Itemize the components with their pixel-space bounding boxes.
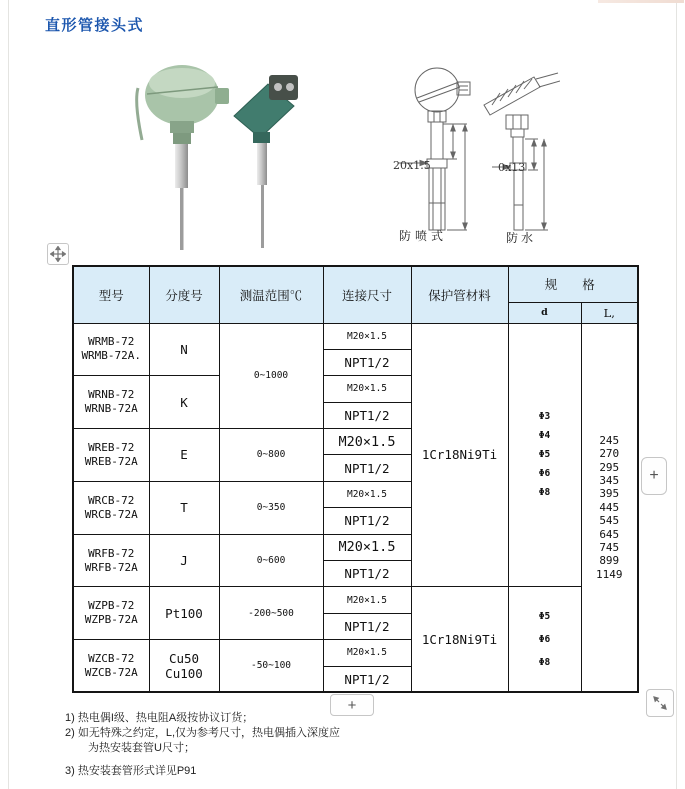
cell-material-thermocouple: 1Cr18Ni9Ti xyxy=(411,323,508,587)
product-photo-right xyxy=(222,68,307,250)
cell-conn-npt: NPT1/2 xyxy=(323,455,411,481)
model-line: WRNB-72A xyxy=(84,402,138,416)
cell-conn-npt: NPT1/2 xyxy=(323,508,411,534)
d-value: Φ8 xyxy=(538,656,551,668)
cell-material-rtd: 1Cr18Ni9Ti xyxy=(411,587,508,693)
footnote-1: 1) 热电偶I级、热电阻A级按协议订货； xyxy=(65,712,254,724)
footnote-3: 3) 热安装套管形式详见P91 xyxy=(65,765,197,777)
l-value: 445 xyxy=(599,500,620,514)
d-value: Φ6 xyxy=(538,468,551,480)
l-value: 395 xyxy=(599,487,620,501)
col-header-graduation: 分度号 xyxy=(149,266,219,323)
d-value: Φ6 xyxy=(538,633,551,645)
cell-grad-pt100: Pt100 xyxy=(149,587,219,640)
footnote-2-continued: 为热安装套管U尺寸； xyxy=(88,742,195,754)
page-left-border xyxy=(8,0,9,789)
cell-grad-j: J xyxy=(149,534,219,587)
drawing-caption-waterproof: 防水 xyxy=(506,231,537,245)
grad-line: Cu100 xyxy=(165,665,203,681)
d-value: Φ5 xyxy=(538,610,551,622)
col-header-d: d xyxy=(508,302,581,323)
col-header-connection: 连接尺寸 xyxy=(323,266,411,323)
move-handle-button[interactable] xyxy=(47,243,69,265)
l-value: 1149 xyxy=(596,567,623,581)
cell-model-wrnb xyxy=(73,376,149,429)
l-value: 345 xyxy=(599,473,620,487)
col-header-l: L, xyxy=(581,302,638,323)
cell-conn-m20: M20×1.5 xyxy=(323,376,411,402)
resize-table-button[interactable] xyxy=(646,689,674,717)
cell-conn-m20: M20×1.5 xyxy=(323,323,411,349)
model-line: WZPB-72 xyxy=(88,599,135,613)
cell-model-wrfb xyxy=(73,534,149,587)
cell-grad-n: N xyxy=(149,323,219,376)
cell-conn-m20: M20×1.5 xyxy=(323,640,411,666)
move-arrows-icon xyxy=(50,246,66,262)
thermocouple-photo-illustration xyxy=(222,68,307,250)
l-value: 245 xyxy=(599,433,620,447)
cell-conn-m20: M20×1.5 xyxy=(323,481,411,507)
cell-conn-m20: M20×1.5 xyxy=(323,587,411,613)
model-line: WRFB-72 xyxy=(88,546,135,560)
l-value: 545 xyxy=(599,514,620,528)
footnotes xyxy=(65,711,495,779)
model-line: WRCB-72A xyxy=(84,507,138,521)
page-title: 直形管接头式 xyxy=(45,17,145,34)
cell-temp-nk: 0~1000 xyxy=(219,323,323,429)
product-photo-left xyxy=(130,62,230,252)
model-line: WREB-72 xyxy=(88,440,135,454)
model-line: WRMB-72 xyxy=(88,335,135,349)
footnote-2: 2) 如无特殊之约定，L,仅为参考尺寸，热电偶插入深度应 xyxy=(65,727,341,739)
cell-model-wreb xyxy=(73,429,149,482)
model-line: WZCB-72A xyxy=(84,665,138,679)
cell-temp-e: 0~800 xyxy=(219,429,323,482)
grad-line: Cu50 xyxy=(168,650,200,666)
cell-conn-m20: M20×1.5 xyxy=(323,534,411,560)
cell-temp-j: 0~600 xyxy=(219,534,323,587)
l-value: 745 xyxy=(599,541,620,554)
cell-d-thermocouple xyxy=(508,323,581,587)
cell-d-rtd xyxy=(508,587,581,693)
col-header-model: 型号 xyxy=(73,266,149,323)
cell-conn-m20: M20×1.5 xyxy=(323,429,411,455)
technical-drawing-waterproof xyxy=(478,65,560,240)
resize-diagonal-icon xyxy=(652,695,668,711)
l-value: 270 xyxy=(599,447,620,461)
l-value: 295 xyxy=(599,460,620,474)
d-value: Φ4 xyxy=(538,430,551,442)
cell-model-wzcb xyxy=(73,640,149,693)
model-line: WRFB-72A xyxy=(84,560,138,574)
cell-conn-npt: NPT1/2 xyxy=(323,349,411,375)
cell-model-wrcb xyxy=(73,481,149,534)
model-line: WZCB-72 xyxy=(88,651,135,665)
model-line: WREB-72A xyxy=(84,454,138,468)
model-line: WRNB-72 xyxy=(88,388,135,402)
cell-model-wrmb xyxy=(73,323,149,376)
col-header-temp-range: 测温范围℃ xyxy=(219,266,323,323)
cell-grad-k: K xyxy=(149,376,219,429)
cell-temp-t: 0~350 xyxy=(219,481,323,534)
model-line: WRCB-72 xyxy=(88,493,135,507)
col-header-spec: 规 格 xyxy=(508,266,638,302)
drawing-caption-splashproof: 防喷式 xyxy=(399,229,448,243)
l-value: 899 xyxy=(599,554,620,568)
dimension-label-waterproof: 0x13 xyxy=(498,161,526,174)
cell-conn-npt: NPT1/2 xyxy=(323,561,411,587)
model-line: WZPB-72A xyxy=(84,613,138,627)
cell-grad-t: T xyxy=(149,481,219,534)
d-value: Φ5 xyxy=(538,449,551,461)
cell-conn-npt: NPT1/2 xyxy=(323,402,411,428)
d-value: Φ3 xyxy=(538,411,551,423)
splashproof-drawing xyxy=(397,65,477,240)
dimension-label-splashproof: 20x1.5 xyxy=(393,159,431,172)
add-row-button[interactable]: + xyxy=(330,694,374,716)
top-edge-artifact xyxy=(598,0,684,3)
cell-conn-npt: NPT1/2 xyxy=(323,613,411,639)
cell-temp-cu: -50~100 xyxy=(219,640,323,693)
cell-conn-npt: NPT1/2 xyxy=(323,666,411,692)
model-line: WRMB-72A. xyxy=(81,349,142,363)
technical-drawing-splashproof xyxy=(397,65,477,240)
thermocouple-photo-illustration xyxy=(130,62,230,252)
cell-grad-e: E xyxy=(149,429,219,482)
waterproof-drawing xyxy=(478,65,560,240)
d-value: Φ8 xyxy=(538,487,551,499)
cell-model-wzpb xyxy=(73,587,149,640)
cell-temp-pt100: -200~500 xyxy=(219,587,323,640)
page-right-border xyxy=(676,0,677,789)
l-value: 645 xyxy=(599,527,620,541)
add-column-button[interactable]: + xyxy=(641,457,667,495)
spec-table xyxy=(72,265,639,693)
cell-l-values xyxy=(581,323,638,692)
cell-grad-cu xyxy=(149,640,219,693)
col-header-material: 保护管材料 xyxy=(411,266,508,323)
